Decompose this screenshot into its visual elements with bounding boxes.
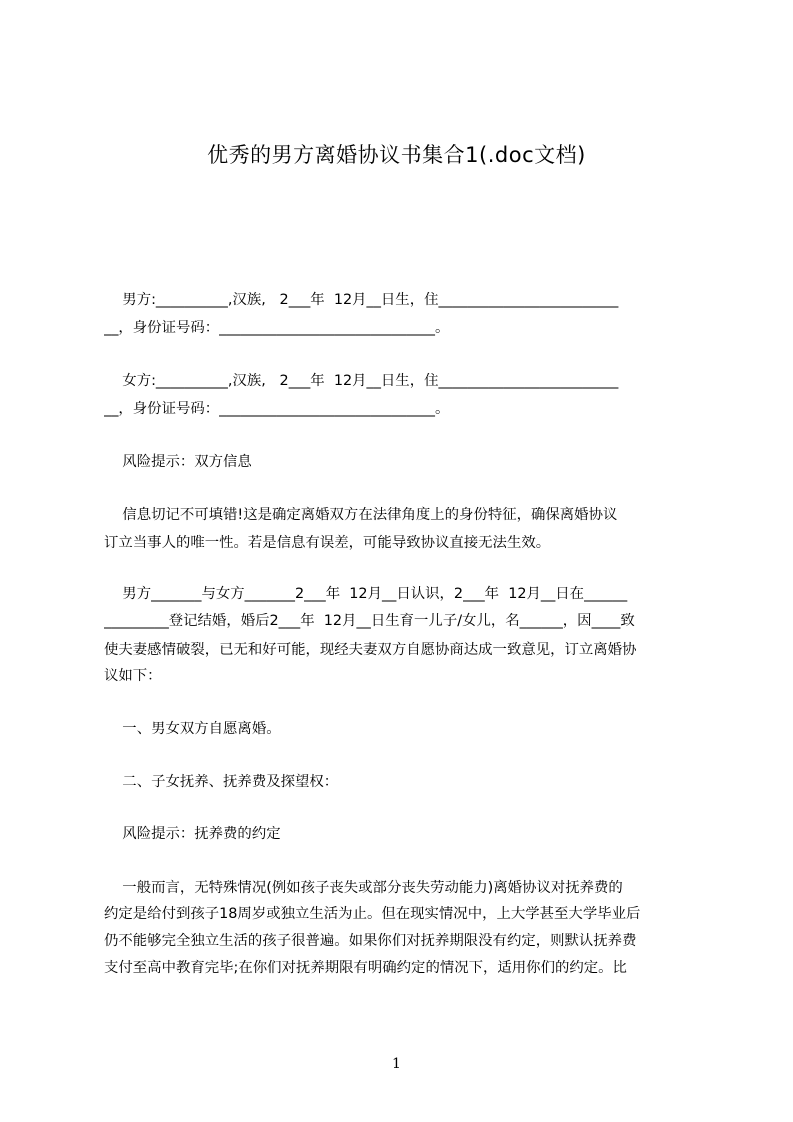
- section-heading: 一、男女双方自愿离婚。: [104, 721, 281, 737]
- paragraph-line: 订立当事人的唯一性。若是信息有误差，可能导致协议直接无法生效。: [104, 535, 551, 551]
- paragraph-line: 仍不能够完全独立生活的孩子很普遍。如果你们对抚养期限没有约定，则默认抚养费: [104, 933, 637, 949]
- paragraph-line: 男方_______与女方_______2___年 12月__日认识，2___年 12月__日在______: [104, 586, 628, 602]
- document-title: 优秀的男方离婚协议书集合1(.doc文档): [207, 143, 586, 167]
- risk-tip-heading: 风险提示：双方信息: [104, 454, 252, 470]
- female-id-line: __，身份证号码：______________________________。: [104, 401, 450, 417]
- paragraph-line: 议如下：: [104, 668, 162, 684]
- female-party-line: 女方:__________,汉族, 2___年 12月__日生，住_________________________: [104, 373, 619, 389]
- section-heading: 二、子女抚养、抚养费及探望权：: [104, 774, 339, 790]
- page-number: 1: [392, 1056, 401, 1072]
- male-party-line: 男方:__________,汉族, 2___年 12月__日生，住_________________________: [104, 292, 619, 308]
- male-id-line: __，身份证号码：______________________________。: [104, 320, 450, 336]
- paragraph-line: 约定是给付到孩子18周岁或独立生活为止。但在现实情况中，上大学甚至大学毕业后: [104, 906, 641, 922]
- paragraph-line: _________登记结婚，婚后2___年 12月__日生育一儿子/女儿，名______，因____致: [104, 613, 635, 629]
- paragraph-line: 使夫妻感情破裂，已无和好可能，现经夫妻双方自愿协商达成一致意见，订立离婚协: [104, 642, 637, 658]
- risk-tip-heading: 风险提示：抚养费的约定: [104, 826, 281, 842]
- paragraph-line: 一般而言，无特殊情况(例如孩子丧失或部分丧失劳动能力)离婚协议对抚养费的: [104, 880, 623, 896]
- paragraph-line: 支付至高中教育完毕;在你们对抚养期限有明确约定的情况下，适用你们的约定。比: [104, 960, 627, 976]
- paragraph-line: 信息切记不可填错!这是确定离婚双方在法律角度上的身份特征，确保离婚协议: [104, 507, 618, 523]
